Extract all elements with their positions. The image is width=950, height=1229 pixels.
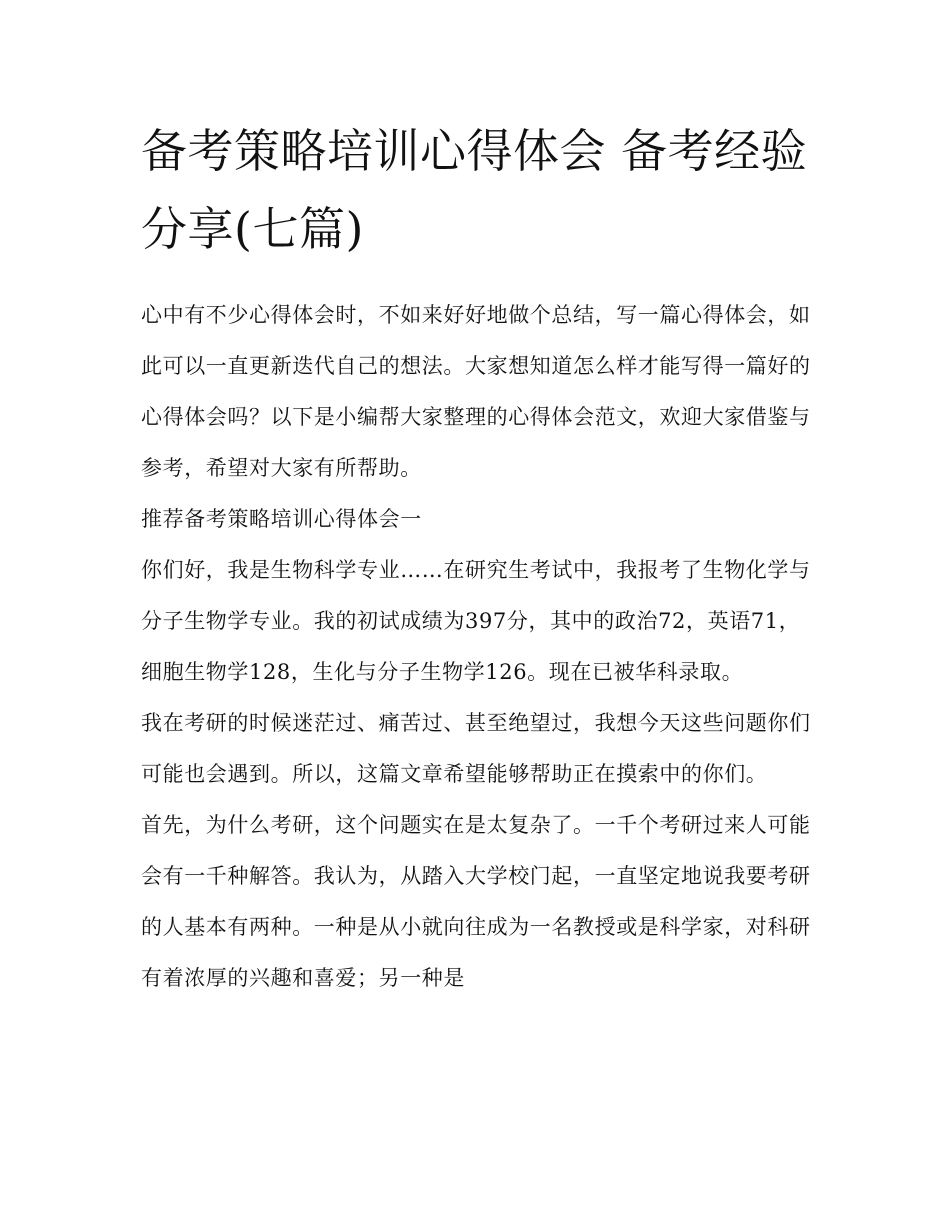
- document-page: [141, 112, 811, 1004]
- body-paragraph: 你们好，我是生物科学专业……在研究生考试中，我报考了生物化学与分子生物学专业。我的初试成绩为397分，其中的政治72，英语71，细胞生物学128，生化与分子生物学126。现在已被华科录取。: [141, 558, 811, 684]
- document-title: 备考策略培训心得体会 备考经验分享(七篇): [141, 124, 808, 256]
- intro-paragraph: 心中有不少心得体会时，不如来好好地做个总结，写一篇心得体会，如此可以一直更新迭代自己的想法。大家想知道怎么样才能写得一篇好的心得体会吗？以下是小编帮大家整理的心得体会范文，欢迎大家借鉴与参考，希望对大家有所帮助。: [141, 303, 811, 480]
- section-heading: 推荐备考策略培训心得体会一: [141, 507, 422, 531]
- body-paragraph: 首先，为什么考研，这个问题实在是太复杂了。一千个考研过来人可能会有一千种解答。我认为，从踏入大学校门起，一直坚定地说我要考研的人基本有两种。一种是从小就向往成为一名教授或是科学家，对科研有着浓厚的兴趣和喜爱；另一种是: [141, 813, 811, 990]
- body-paragraph: 我在考研的时候迷茫过、痛苦过、甚至绝望过，我想今天这些问题你们可能也会遇到。所以，这篇文章希望能够帮助正在摸索中的你们。: [141, 711, 811, 786]
